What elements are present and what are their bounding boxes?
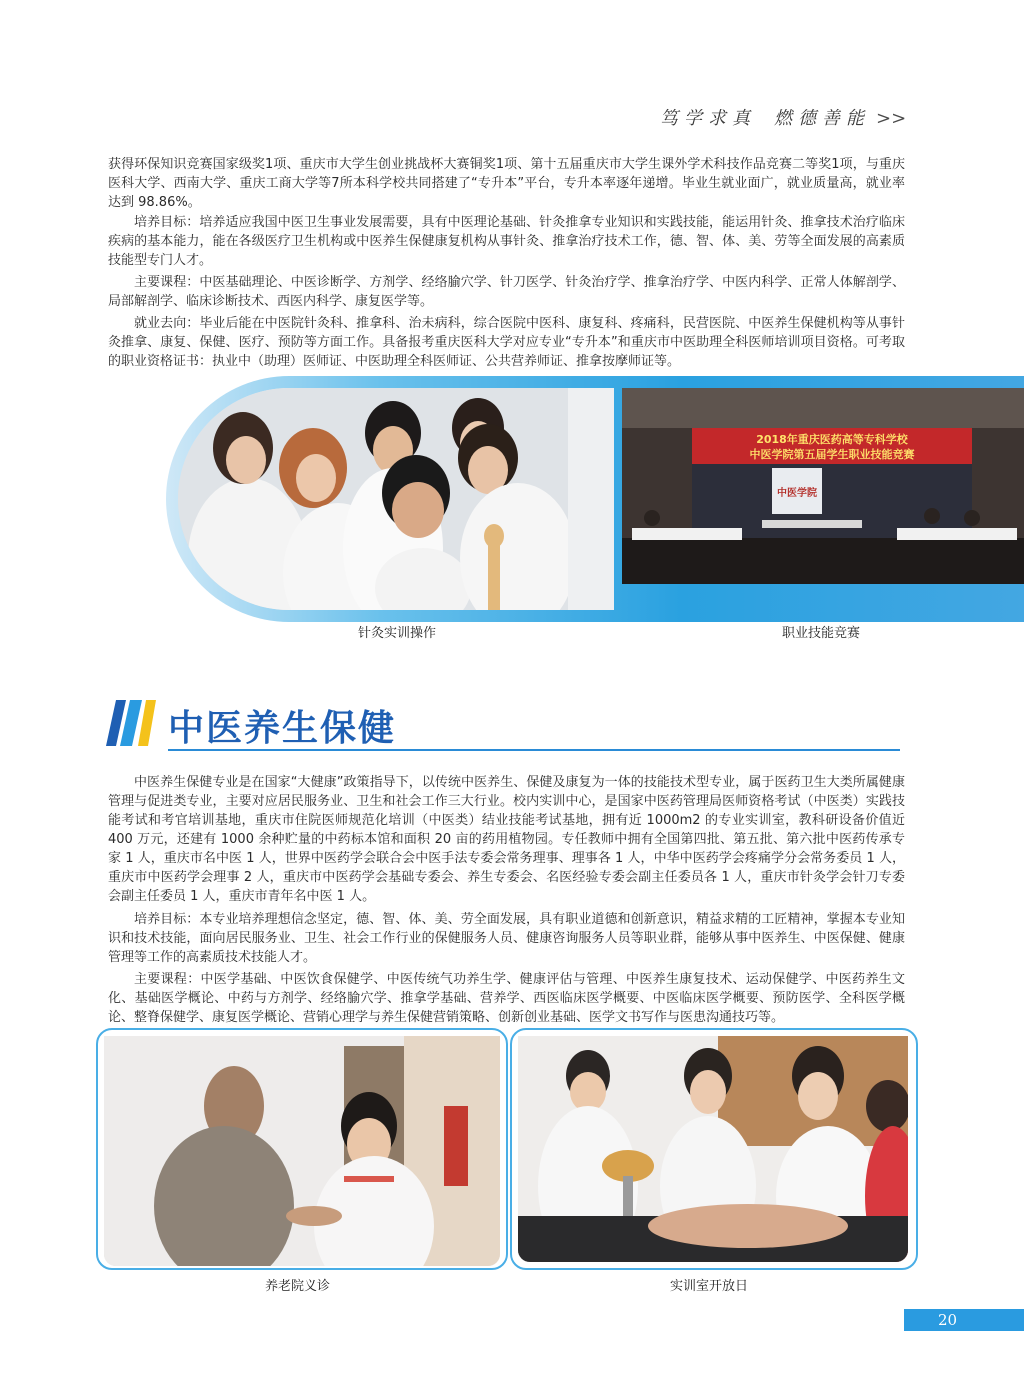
acupuncture-training-photo xyxy=(178,388,614,610)
nursing-home-clinic-photo xyxy=(104,1036,500,1266)
section-title: 中医养生保健 xyxy=(168,708,397,749)
acupuncture-jobs-paragraph: 就业去向：毕业后能在中医院针灸科、推拿科、治未病科，综合医院中医科、康复科、疼痛科，民营医院、中医养生保健机构等从事针灸推拿、康复、保健、医疗、预防等方面工作。具备报考重庆医科大学对应专业“专升本”和重庆市中医助理全科医师培训项目资格。可考取的职业资格证书：执业中（助理）医师证、中医助理全科医师证、公共营养师证、推拿按摩师证等。 xyxy=(108,316,905,369)
health-courses-paragraph: 主要课程：中医学基础、中医饮食保健学、中医传统气功养生学、健康评估与管理、中医养生康复技术、运动保健学、中医药养生文化、基础医学概论、中药与方剂学、经络腧穴学、推拿学基础、营养学、西医临床医学概要、中医临床医学概要、预防医学、全科医学概论、整脊保健学、康复医学概论、营销心理学与养生保健营销策略、创新创业基础、医学文书写作与医患沟通技巧等。 xyxy=(108,972,905,1025)
motto-part-2: 燃德善能 xyxy=(774,108,870,129)
section-stripes-icon xyxy=(106,698,156,748)
elder-photo-caption: 养老院义诊 xyxy=(265,1279,331,1294)
acupuncture-courses-paragraph: 主要课程：中医基础理论、中医诊断学、方剂学、经络腧穴学、针刀医学、针灸治疗学、推拿治疗学、中医内科学、正常人体解剖学、局部解剖学、临床诊断技术、西医内科学、康复医学等。 xyxy=(108,275,905,309)
skills-competition-photo xyxy=(622,388,1024,584)
page-number: 20 xyxy=(904,1309,1024,1331)
page-motto xyxy=(660,104,906,130)
honors-paragraph: 获得环保知识竞赛国家级奖1项、重庆市大学生创业挑战杯大赛铜奖1项、第十五届重庆市大学生课外学术科技作品竞赛二等奖1项，与重庆医科大学、西南大学、重庆工商大学等7所本科学校共同搭建了“专升本”平台，专升本率逐年递增。毕业生就业面广，就业质量高，就业率达到 98.86%。 xyxy=(108,157,905,210)
section-title-underline xyxy=(168,749,900,751)
motto-part-1: 笃学求真 xyxy=(660,108,756,129)
lab-photo-caption: 实训室开放日 xyxy=(670,1279,749,1294)
competition-photo-caption: 职业技能竞赛 xyxy=(782,626,861,641)
double-chevron-icon: >> xyxy=(876,108,907,129)
acupuncture-photo-caption: 针灸实训操作 xyxy=(358,626,437,641)
acupuncture-goal-paragraph: 培养目标：培养适应我国中医卫生事业发展需要，具有中医理论基础、针灸推拿专业知识和实践技能，能运用针灸、推拿技术治疗临床疾病的基本能力，能在各级医疗卫生机构或中医养生保健康复机构从事针灸、推拿治疗技术工作，德、智、体、美、劳等全面发展的高素质技能型专门人才。 xyxy=(108,215,905,268)
health-intro-paragraph: 中医养生保健专业是在国家“大健康”政策指导下，以传统中医养生、保健及康复为一体的技能技术型专业，属于医药卫生大类所属健康管理与促进类专业，主要对应居民服务业、卫生和社会工作三大行业。校内实训中心，是国家中医药管理局医师资格考试（中医类）实践技能考试和考官培训基地，重庆市住院医师规范化培训（中医类）结业技能考试基地，拥有近 1000m2 的专业实训室，教科研设备价值近 400 万元，还建有 1000 余种贮量的中药标本馆和面积 20 亩的药用植物园。专任教师中拥有全国第四批、第五批、第六批中医药传承专家 1 人，重庆市名中医 1 人，世界中医药学会联合会中医手法专委会常务理事、理事各 1 人，中华中医药学会疼痛学分会常务委员 1 人，重庆市中医药学会理事 2 人，重庆市中医药学会基础专委会、养生专委会、名医经验专委会副主任委员各 1 人，重庆市针灸学会针刀专委会副主任委员 1 人，重庆市青年名中医 1 人。 xyxy=(108,775,905,904)
lab-open-day-photo xyxy=(518,1036,908,1262)
health-goal-paragraph: 培养目标：本专业培养理想信念坚定，德、智、体、美、劳全面发展，具有职业道德和创新意识，精益求精的工匠精神，掌握本专业知识和技术技能，面向居民服务业、卫生、社会工作行业的保健服务人员、健康咨询服务人员等职业群，能够从事中医养生、中医保健、健康管理等工作的高素质技术技能人才。 xyxy=(108,912,905,965)
college-board-text: 中医学院 xyxy=(777,488,817,499)
competition-banner-line-2: 中医学院第五届学生职业技能竞赛 xyxy=(749,448,915,461)
competition-banner-line-1: 2018年重庆医药高等专科学校 xyxy=(756,433,908,446)
